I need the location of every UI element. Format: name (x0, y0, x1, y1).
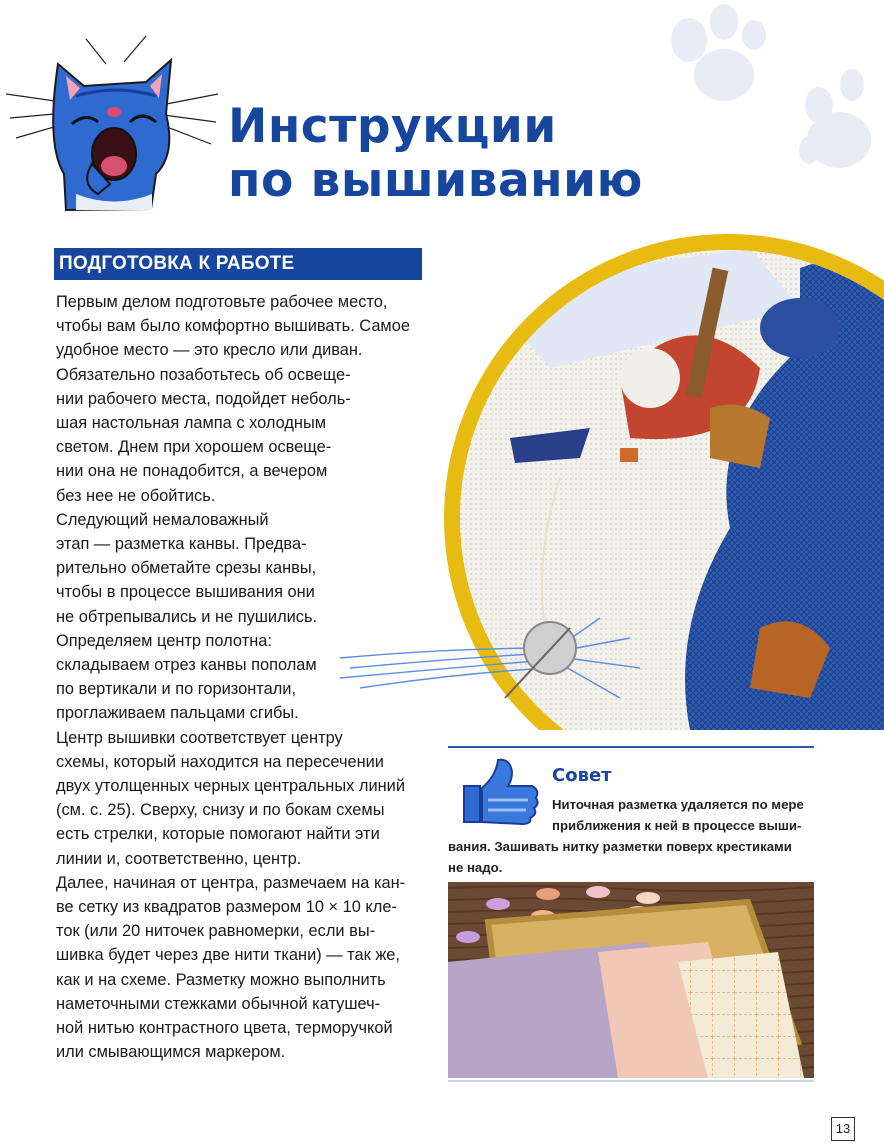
body-line: ве сетку из квадратов размером 10 × 10 кле- (56, 898, 397, 917)
marked-canvas-photo (448, 882, 814, 1078)
body-line: по вертикали и по горизонтали, (56, 680, 296, 699)
body-line: этап — разметка канвы. Предва- (56, 535, 307, 554)
tip-title: Совет (552, 765, 612, 786)
body-line: складываем отрез канвы пополам (56, 656, 317, 675)
body-line: без нее не обойтись. (56, 486, 216, 505)
body-line: схемы, который находится на пересечении (56, 752, 384, 771)
body-line: рительно обметайте срезы канвы, (56, 559, 317, 578)
body-line: чтобы в процессе вышивания они (56, 583, 315, 602)
blue-cat-yawning-icon (6, 34, 221, 214)
body-line: как и на схеме. Разметку можно выполнить (56, 970, 386, 989)
body-line: светом. Днем при хорошем освеще- (56, 438, 332, 457)
tip-line: приближения к ней в процессе выши- (552, 818, 802, 833)
page-number: 13 (831, 1117, 855, 1141)
body-line: нии она не понадобится, а вечером (56, 462, 328, 481)
body-line: есть стрелки, которые помогают найти эти (56, 825, 380, 844)
body-line: Определяем центр полотна: (56, 631, 272, 650)
body-line: двух утолщенных черных центральных линий (56, 777, 405, 796)
body-line: не обтрепывались и не пушились. (56, 607, 318, 626)
tip-bottom-rule (448, 1080, 814, 1082)
body-line: удобное место — это кресло или диван. (56, 341, 363, 360)
body-line: шая настольная лампа с холодным (56, 414, 327, 433)
body-line: проглаживаем пальцами сгибы. (56, 704, 299, 723)
body-line: ток (или 20 ниточек равномерки, если вы- (56, 922, 376, 941)
section-heading: ПОДГОТОВКА К РАБОТЕ (54, 248, 422, 280)
title-line-1: Инструкции (228, 99, 557, 154)
title-line-2: по вышиванию (228, 153, 643, 208)
body-line: чтобы вам было комфортно вышивать. Самое (56, 317, 410, 336)
tip-line: не надо. (448, 860, 503, 875)
tip-line: Ниточная разметка удаляется по мере (552, 797, 804, 812)
body-line: или смывающимся маркером. (56, 1043, 286, 1062)
body-line: (см. с. 25). Сверху, снизу и по бокам схемы (56, 801, 385, 820)
body-line: Далее, начиная от центра, размечаем на кан- (56, 873, 406, 892)
tip-top-rule (448, 746, 814, 748)
body-line: нии рабочего места, подойдет неболь- (56, 389, 351, 408)
body-line: Первым делом подготовьте рабочее место, (56, 293, 388, 311)
paw-prints-icon (624, 0, 884, 230)
body-line: линии и, соответственно, центр. (56, 849, 302, 868)
body-line: шивка будет через две нити ткани) — так же, (56, 946, 400, 965)
body-line: ной нитью контрастного цвета, терморучкой (56, 1019, 393, 1038)
tip-text (448, 794, 818, 878)
body-line: наметочными стежками обычной катушеч- (56, 994, 381, 1013)
body-line: Следующий немаловажный (56, 510, 269, 529)
page-title (228, 100, 643, 208)
body-line: Центр вышивки соответствует центру (56, 728, 343, 747)
body-line: Обязательно позаботьтесь об освеще- (56, 365, 351, 384)
tip-line: вания. Зашивать нитку разметки поверх крестиками (448, 839, 792, 854)
body-text (56, 290, 446, 1065)
